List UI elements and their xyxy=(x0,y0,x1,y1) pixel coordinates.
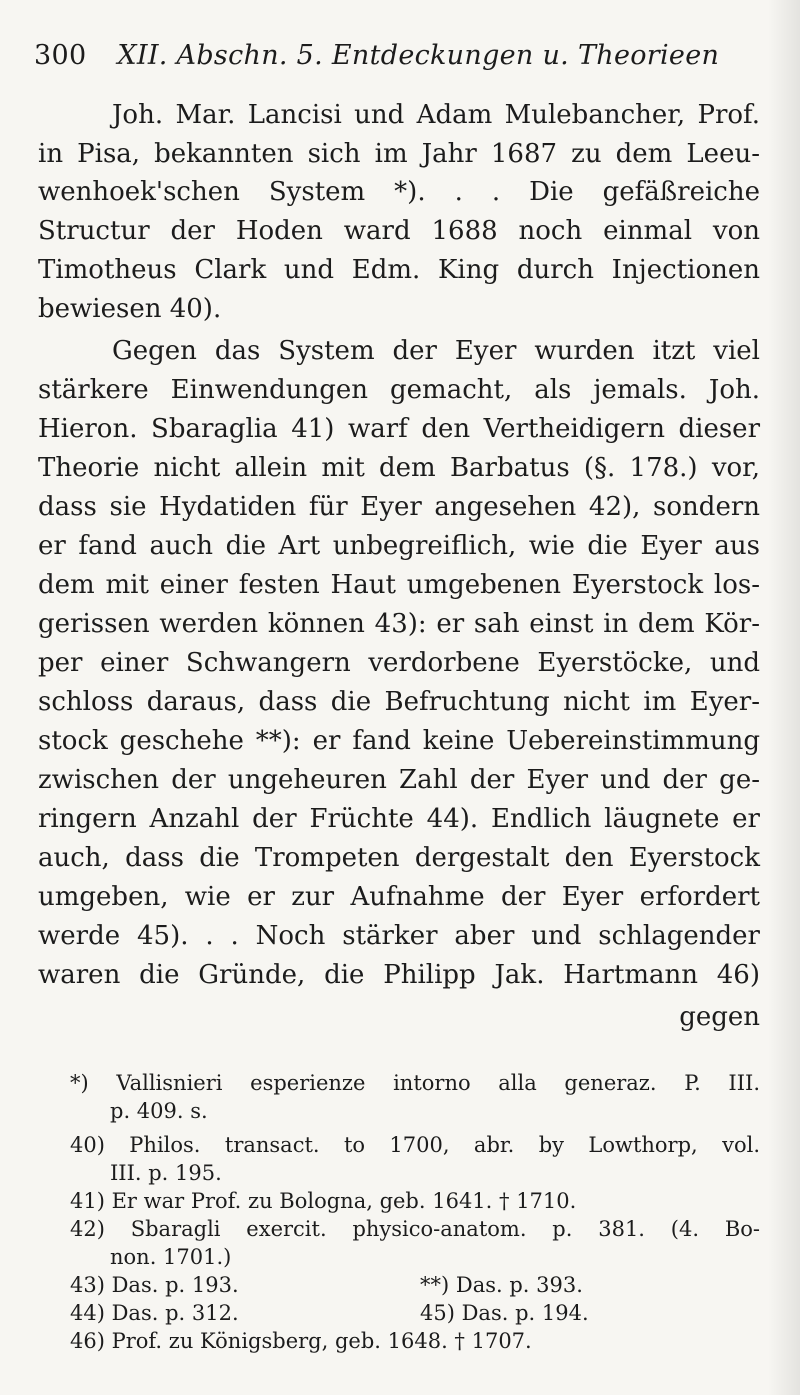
text-line: Theorie nicht allein mit dem Barbatus (§. 178.) vor, xyxy=(38,453,760,483)
text-line: zwischen der ungeheuren Zahl der Eyer und der ge- xyxy=(38,765,760,795)
text-line: waren die Gründe, die Philipp Jak. Hartmann 46) xyxy=(38,960,760,990)
footnote-42: 42) Sbaragli exercit. physico-anatom. p. 381. (4. Bo- xyxy=(70,1217,760,1241)
text-line: schloss daraus, dass die Befruchtung nicht im Eyer- xyxy=(38,687,760,717)
text-line: gerissen werden können 43): er sah einst in dem Kör- xyxy=(38,609,760,639)
footnote-40-cont: III. p. 195. xyxy=(110,1161,222,1185)
text-line: ringern Anzahl der Früchte 44). Endlich läugnete er xyxy=(38,804,760,834)
running-header xyxy=(34,40,774,71)
text-line: Structur der Hoden ward 1688 noch einmal von xyxy=(38,216,760,246)
text-line: Timotheus Clark und Edm. King durch Injectionen xyxy=(38,255,760,285)
footnote-starstar: **) Das. p. 393. xyxy=(420,1273,583,1297)
text-line: Joh. Mar. Lancisi und Adam Mulebancher, Prof. xyxy=(112,100,760,130)
text-line: Gegen das System der Eyer wurden itzt viel xyxy=(112,336,760,366)
footnote-star: *) Vallisnieri esperienze intorno alla generaz. P. III. xyxy=(70,1071,760,1095)
text-line: per einer Schwangern verdorbene Eyerstöcke, und xyxy=(38,648,760,678)
footnote-42-cont: non. 1701.) xyxy=(110,1245,232,1269)
footnote-46: 46) Prof. zu Königsberg, geb. 1648. † 1707. xyxy=(70,1329,532,1353)
footnote-45: 45) Das. p. 194. xyxy=(420,1301,589,1325)
footnote-41: 41) Er war Prof. zu Bologna, geb. 1641. † 1710. xyxy=(70,1189,577,1213)
text-line: in Pisa, bekannten sich im Jahr 1687 zu dem Leeu- xyxy=(38,139,760,169)
page-number: 300 xyxy=(34,40,87,71)
text-line: auch, dass die Trompeten dergestalt den Eyerstock xyxy=(38,843,760,873)
footnote-star-cont: p. 409. s. xyxy=(110,1099,208,1123)
text-line: dem mit einer festen Haut umgebenen Eyerstock los- xyxy=(38,570,760,600)
footnote-43: 43) Das. p. 193. xyxy=(70,1273,239,1297)
text-line: stock geschehe **): er fand keine Uebereinstimmung xyxy=(38,726,760,756)
text-line: werde 45). . . Noch stärker aber und schlagender xyxy=(38,921,760,951)
text-line: dass sie Hydatiden für Eyer angesehen 42), sondern xyxy=(38,492,760,522)
text-line: umgeben, wie er zur Aufnahme der Eyer erfordert xyxy=(38,882,760,912)
text-line: Hieron. Sbaraglia 41) warf den Vertheidigern dieser xyxy=(38,414,760,444)
text-line: stärkere Einwendungen gemacht, als jemals. Joh. xyxy=(38,375,760,405)
running-title: XII. Abschn. 5. Entdeckungen u. Theorieen xyxy=(117,40,720,71)
text-line: er fand auch die Art unbegreiflich, wie die Eyer aus xyxy=(38,531,760,561)
footnote-40: 40) Philos. transact. to 1700, abr. by Lowthorp, vol. xyxy=(70,1133,760,1157)
text-line: wenhoek'schen System *). . . Die gefäßreiche xyxy=(38,177,760,207)
page-edge-shadow xyxy=(768,0,800,1395)
catchword: gegen xyxy=(679,1002,760,1032)
text-line: bewiesen 40). xyxy=(38,294,222,324)
footnote-44: 44) Das. p. 312. xyxy=(70,1301,239,1325)
